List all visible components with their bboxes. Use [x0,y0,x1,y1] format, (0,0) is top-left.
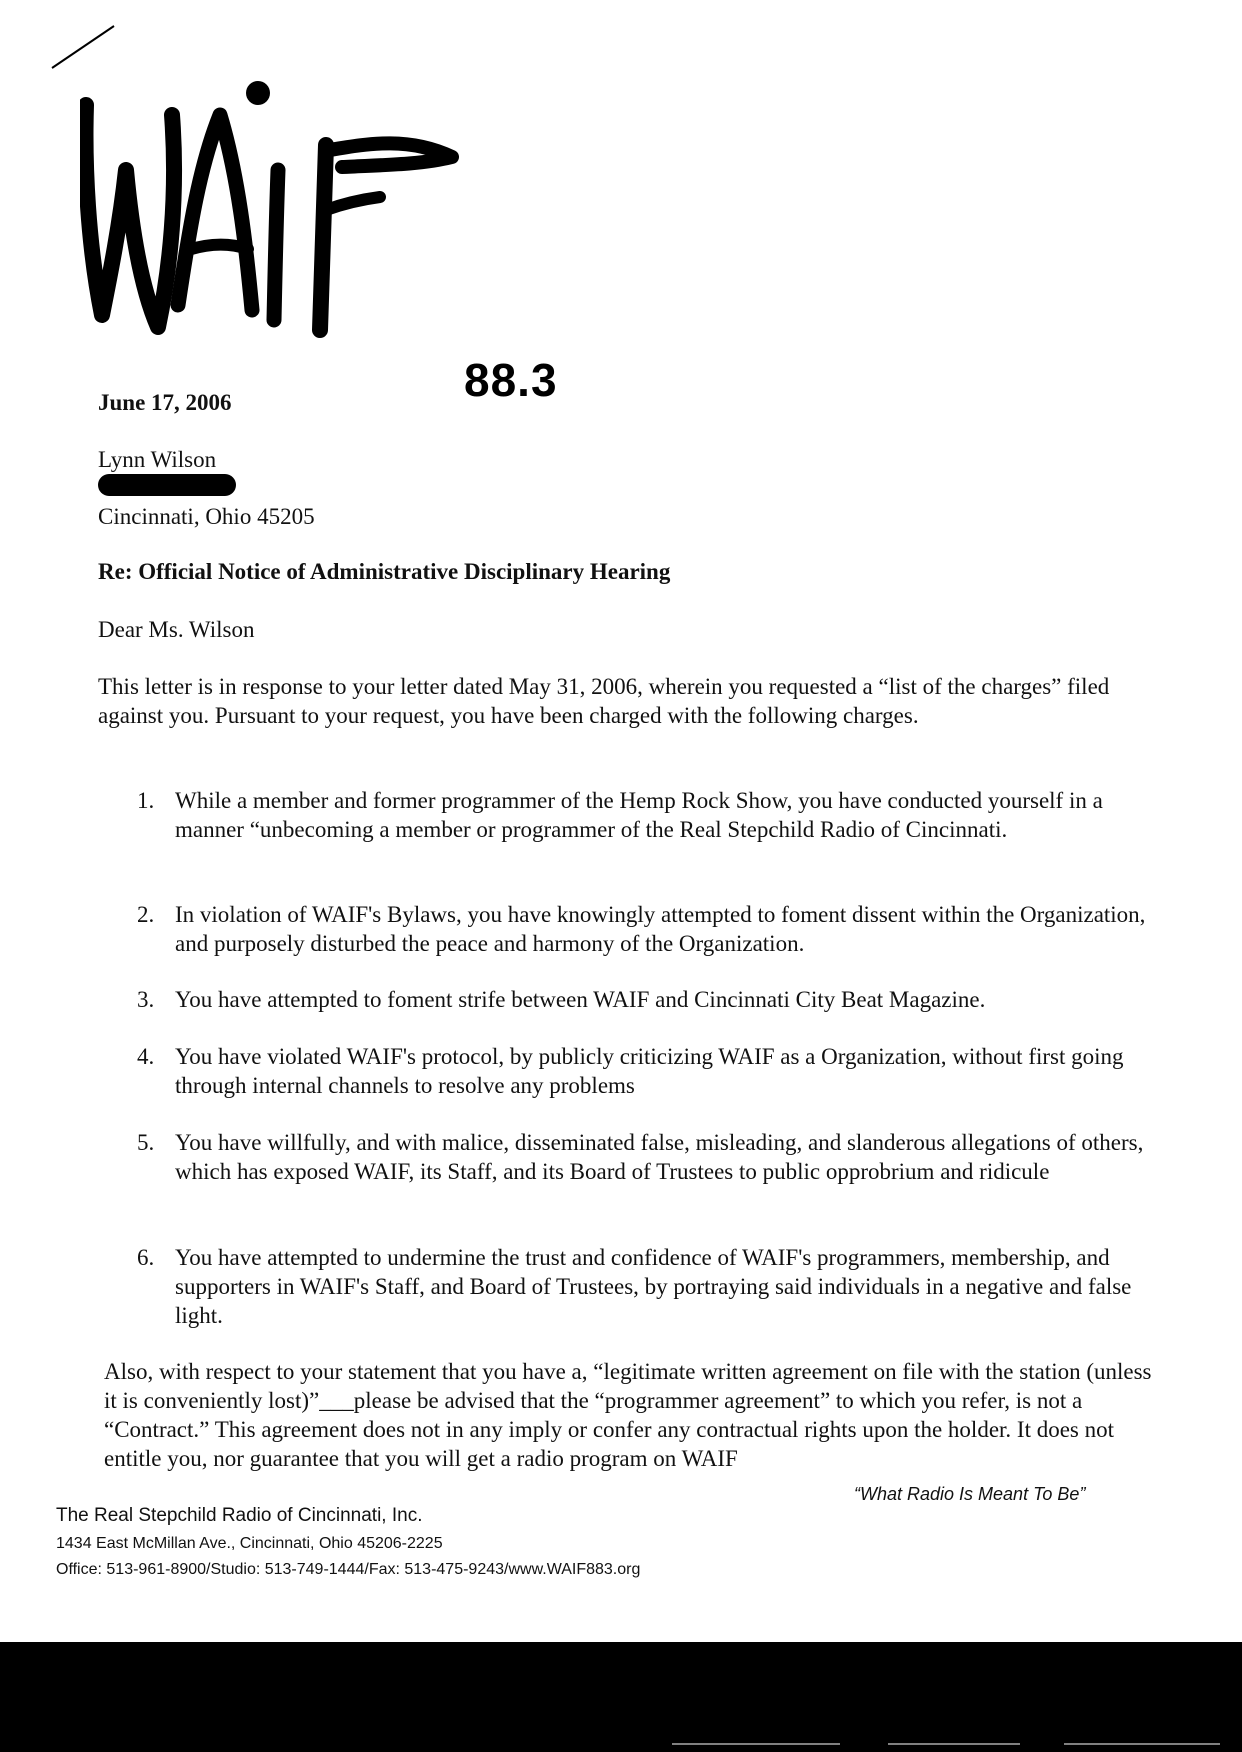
closing-paragraph: Also, with respect to your statement that you have a, “legitimate written agreement on file with the station (unless it is conveniently lost)”___please be advised that the “programmer agreement” to which you refer, is not a “Contract.” This agreement does not in any imply or confer any contractual rights upon the holder. It does not entitle you, nor guarantee that you will get a radio program on WAIF [104,1359,1152,1471]
footer-org-name: The Real Stepchild Radio of Cincinnati, Inc. [56,1505,423,1526]
recipient-name: Lynn Wilson [98,447,217,472]
charge-item [137,786,1147,844]
charge-number: 1. [137,788,155,813]
pen-stroke-mark [50,22,120,72]
waif-handwritten-logo-icon [80,75,460,365]
charge-number: 6. [137,1245,155,1270]
charge-item [137,1128,1147,1186]
charge-number: 4. [137,1044,155,1069]
charge-text: While a member and former programmer of the Hemp Rock Show, you have conducted yourself in a manner “unbecoming a member or programmer of the Real Stepchild Radio of Cincinnati. [175,788,1103,842]
salutation: Dear Ms. Wilson [98,617,255,642]
station-tagline: “What Radio Is Meant To Be” [854,1484,1086,1504]
charge-item [137,985,1147,1014]
charge-item [137,1243,1147,1330]
charge-number: 3. [137,987,155,1012]
recipient-city: Cincinnati, Ohio 45205 [98,504,315,529]
charge-text: In violation of WAIF's Bylaws, you have knowingly attempted to foment dissent within the Organization, and purposely disturbed the peace and harmony of the Organization. [175,902,1146,956]
charge-text: You have willfully, and with malice, disseminated false, misleading, and slanderous allegations of others, which has exposed WAIF, its Staff, and its Board of Trustees to public opprobrium and ridicule [175,1130,1144,1184]
charge-item [137,900,1147,958]
scan-black-border [0,1642,1242,1752]
charge-number: 2. [137,902,155,927]
charge-text: You have attempted to undermine the trust and confidence of WAIF's programmers, membership, and supporters in WAIF's Staff, and Board of Trustees, by portraying said individuals in a negative and false light. [175,1245,1132,1328]
subject-line: Re: Official Notice of Administrative Disciplinary Hearing [98,559,671,584]
letter-date: June 17, 2006 [98,390,232,415]
intro-paragraph: This letter is in response to your letter dated May 31, 2006, wherein you requested a “list of the charges” filed against you. Pursuant to your request, you have been charged with the following charges. [98,674,1110,728]
charge-number: 5. [137,1130,155,1155]
scan-edge-lines [660,1740,1242,1748]
logo-frequency: 88.3 [464,354,558,406]
redacted-address-bar [98,474,236,496]
charge-item [137,1042,1147,1100]
footer-contact: Office: 513-961-8900/Studio: 513-749-1444/Fax: 513-475-9243/www.WAIF883.org [56,1561,641,1578]
charge-text: You have attempted to foment strife between WAIF and Cincinnati City Beat Magazine. [175,987,986,1012]
charge-text: You have violated WAIF's protocol, by publicly criticizing WAIF as a Organization, without first going through internal channels to resolve any problems [175,1044,1124,1098]
footer-address: 1434 East McMillan Ave., Cincinnati, Ohio 45206-2225 [56,1535,443,1552]
